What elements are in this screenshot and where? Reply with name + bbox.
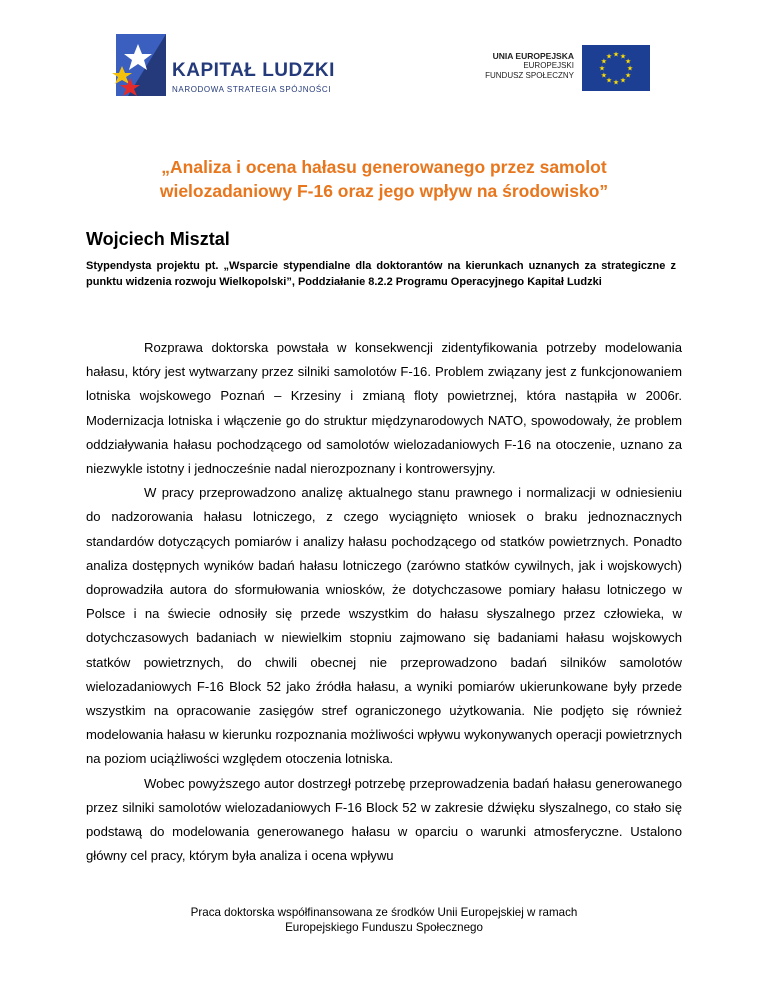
eu-star-icon: ★ [605,77,613,85]
eu-star-icon: ★ [600,72,608,80]
eu-star-icon: ★ [624,72,632,80]
eu-star-icon: ★ [626,65,634,73]
logo-name: KAPITAŁ LUDZKI [172,60,335,81]
title-line-1: „Analiza i ocena hałasu generowanego przez samolot [161,157,607,177]
eu-star-icon: ★ [598,65,606,73]
body-text [86,336,682,868]
eu-star-icon: ★ [619,77,627,85]
document-title [80,155,688,203]
title-line-2: wielozadaniowy F-16 oraz jego wpływ na środowisko” [159,181,609,201]
logo-subtitle: NARODOWA STRATEGIA SPÓJNOŚCI [172,85,332,94]
eu-star-icon: ★ [619,53,627,61]
eu-logo [470,45,650,95]
eu-star-icon: ★ [605,53,613,61]
eu-logo-line1: UNIA EUROPEJSKA [492,51,574,61]
eu-logo-line2: EUROPEJSKI [523,61,574,70]
footer-line-1: Praca doktorska współfinansowana ze środków Unii Europejskiej w ramach [190,906,578,919]
kapital-ludzki-logo [108,30,338,100]
intro-text: Stypendysta projektu pt. „Wsparcie stypendialne dla doktorantów na kierunkach uznanych za strategiczne z punktu widzenia rozwoju Wielkopolski”, Poddziałanie 8.2.2 Programu Operacyjnego Kapitał Ludzki [86,260,676,288]
paragraph-1: Rozprawa doktorska powstała w konsekwencji zidentyfikowania potrzeby modelowania hałasu, który jest wytwarzany przez silniki samolotów F-16. Problem związany jest z funkcjonowaniem lotniska wojskowego Poznań – Krzesiny i zmianą floty powietrznej, która nastąpiła w 2006r. Modernizacja lotniska i włączenie go do struktur międzynarodowych NATO, spowodowały, że problem oddziaływania hałasu pochodzącego od samolotów wielozadaniowych F-16 na otoczenie, uznano za niezwykle istotny i jednocześnie nadal nierozpoznany i kontrowersyjny. [86,340,682,477]
paragraph-3: Wobec powyższego autor dostrzegł potrzebę przeprowadzenia badań hałasu generowanego przez silniki samolotów wielozadaniowych F-16 Block 52 w zakresie dźwięku słyszalnego, co stało się podstawą do modelowania generowanego hałasu w oparciu o warunki atmosferyczne. Ustalono główny cel pracy, którym była analiza i ocena wpływu [86,775,682,864]
footer [120,905,648,935]
footer-line-2: Europejskiego Funduszu Społecznego [285,921,483,934]
eu-flag-icon [582,45,650,91]
eu-star-icon: ★ [612,51,620,59]
eu-star-icon: ★ [600,58,608,66]
eu-logo-text [485,51,574,81]
kapital-ludzki-emblem-icon [108,30,170,100]
author-name: Wojciech Misztal [86,229,230,249]
eu-star-icon: ★ [612,79,620,87]
eu-logo-line3: FUNDUSZ SPOŁECZNY [485,71,574,80]
eu-star-icon: ★ [624,58,632,66]
paragraph-2: W pracy przeprowadzono analizę aktualnego stanu prawnego i normalizacji w odniesieniu do nadzorowania hałasu lotniczego, z czego wyciągnięto wniosek o braku jednoznacznych standardów dotyczących pomiarów i analizy hałasu pochodzącego od statków powietrznych. Ponadto analiza dostępnych wyników badań hałasu lotniczego (zarówno statków cywilnych, jak i wojskowych) doprowadziła autora do sformułowania wniosków, że dotychczasowe pomiary hałasu lotniczego w Polsce i na świecie odnosiły się przede wszystkim do hałasu słyszalnego przez człowieka, w dotychczasowych badaniach w niewielkim stopniu zajmowano się badaniami hałasu wojskowych statków powietrznych, do chwili obecnej nie przeprowadzono badań silników samolotów wielozadaniowych F-16 Block 52 jako źródła hałasu, a wyniki pomiarów ukierunkowane były przede wszystkim na opracowanie zasięgów stref ograniczonego użytkowania. Nie podjęto się również modelowania hałasu w kierunku rozpoznania możliwości wpływu wykonywanych operacji powietrznych na poziom uciążliwości względem otoczenia lotniska. [86,485,682,767]
